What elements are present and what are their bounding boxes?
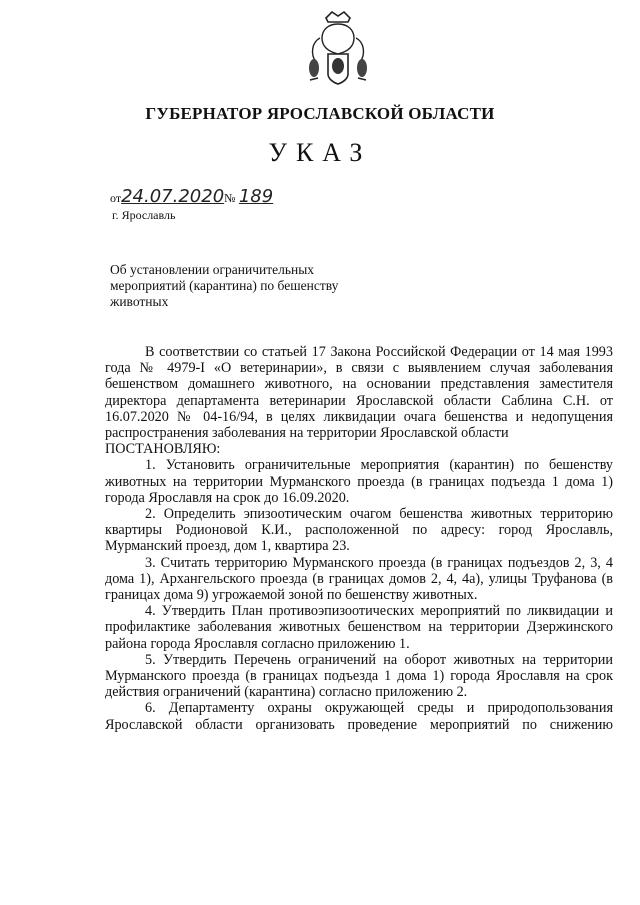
decree-subject: Об установлении ограничительных мероприятий (карантина) по бешенству животных: [110, 262, 339, 309]
coat-of-arms-icon: [298, 8, 378, 88]
date-prefix: от: [110, 191, 122, 205]
city-label: г. Ярославль: [112, 208, 176, 222]
item-5: 5. Утвердить Перечень ограничений на оборот животных на территории Мурманского проезда (в границах подъезда 1 дома 1) города Ярославля на срок действия ограничений (карантина) согласно приложению 2.: [105, 651, 613, 701]
item-1: 1. Установить ограничительные мероприятия (карантин) по бешенству животных на территории Мурманского проезда (в границах подъезда 1 дома 1) города Ярославля на срок до 16.09.2020.: [105, 457, 613, 506]
date-number-line: [110, 186, 273, 207]
governor-title: ГУБЕРНАТОР ЯРОСЛАВСКОЙ ОБЛАСТИ: [145, 104, 495, 123]
item-6: 6. Департаменту охраны окружающей среды и природопользования Ярославской области организовать проведение мероприятий по снижению: [105, 700, 613, 733]
number-prefix: №: [224, 191, 236, 205]
item-2: 2. Определить эпизоотическим очагом бешенства животных территорию квартиры Родионовой К.И., расположенной по адресу: город Ярославль, Мурманский проезд, дом 1, квартира 23.: [105, 506, 613, 555]
item-4: 4. Утвердить План противоэпизоотических мероприятий по ликвидации и профилактике заболевания животных бешенством на территории Дзержинского района города Ярославля согласно приложению 1.: [105, 603, 613, 652]
handwritten-date: 24.07.2020: [121, 186, 225, 207]
decree-word: ПОСТАНОВЛЯЮ:: [105, 441, 221, 458]
document-type: УКАЗ: [268, 138, 372, 167]
item-3: 3. Считать территорию Мурманского проезда (в границах подъездов 2, 3, 4 дома 1), Архангельского проезда (в границах домов 2, 4, 4а), улицы Труфанова (в границах дома 9) угрожаемой зоной по бешенству животных.: [105, 554, 613, 604]
decree-body: [105, 344, 613, 733]
handwritten-number: 189: [238, 186, 274, 207]
preamble-paragraph: В соответствии со статьей 17 Закона Российской Федерации от 14 мая 1993 года № 4979-I «О ветеринарии», в связи с выявлением случая заболевания бешенством домашнего животного, на основании представления заместителя директора департамента ветеринарии Ярославской области Саблина С.Н. от 16.07.2020 № 04-16/94, в целях ликвидации очага бешенства и недопущения распространения заболевания на территории Ярославской области: [105, 344, 613, 442]
